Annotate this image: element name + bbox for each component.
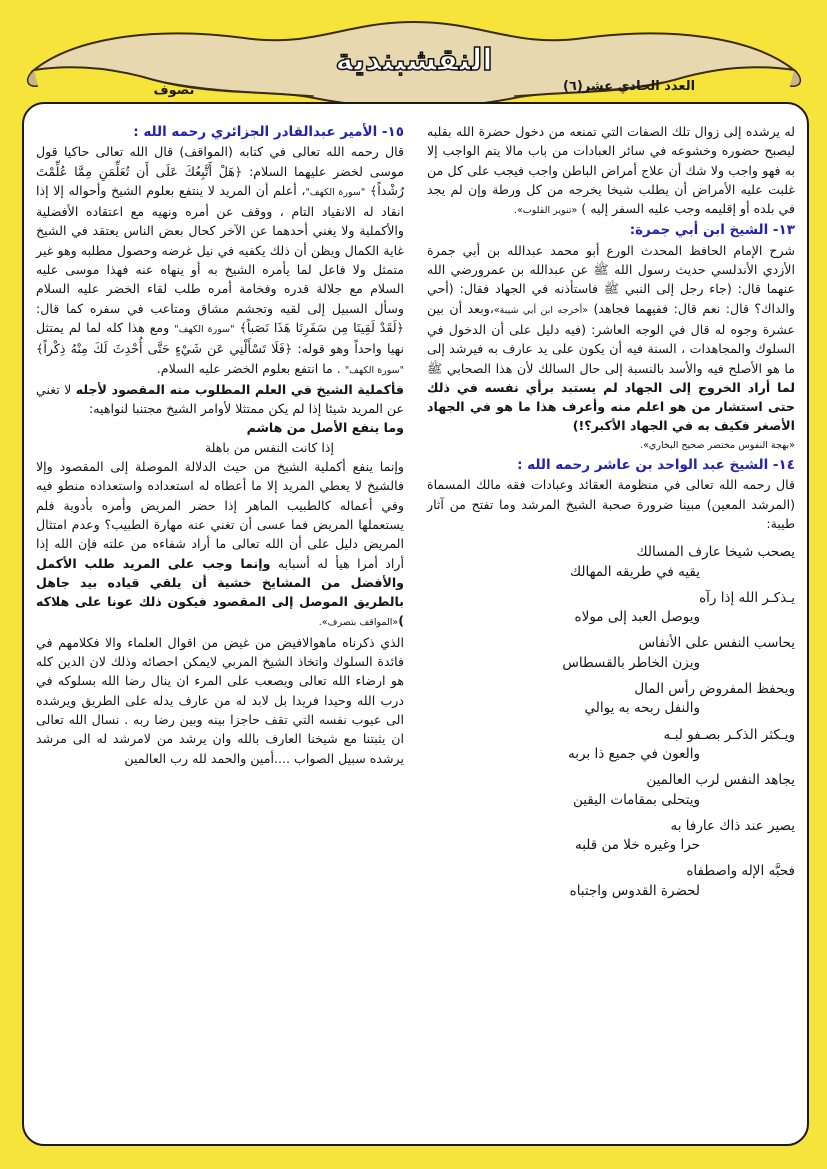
section-heading-15: ١٥- الأمير عبدالقادر الجزائري رحمه الله : [133, 124, 404, 140]
poem-verse: يصير عند ذاك عارفا به حرا وغيره خلا من قلبه [574, 817, 795, 854]
poem-verse: ويـكثر الذكـر بصـفو لبـه والعون في جميع ذا بربه [567, 726, 795, 762]
section-heading-13: ١٣- الشيخ ابن أبي جمرة: [629, 222, 795, 239]
poem-verse: ويحفظ المفروض رأس المال والنفل ربحه به يوالي [584, 681, 795, 717]
section-heading-14: ١٤- الشيخ عبد الواحد بن عاشر رحمه الله : [517, 457, 795, 474]
poem-verse: يحاسب النفس على الأنفاس ويزن الخاطر بالقسطاس [562, 635, 795, 671]
title-banner [14, 8, 814, 108]
paragraph: له يرشده إلى زوال تلك الصفات التي تمنعه من دخول حضرة الله بقلبه ليصبح حضوره وخشوعه في سائر العبادات من باب مالا يتم الواجب إلا به فهو واجب ولا شك أن علاج أمراض الباطن واجب فيجب على كل من غلبت عليه الأمراض أن يطلب شيخا يخرجه من كل ورطة وإن لم يجد في بلده أو إقليمه وجب عليه السفر إليه ) «تنوير القلوب». [427, 124, 795, 217]
paragraph: قال رحمه الله تعالى في كتابه (المواقف) قال الله تعالى حاكيا قول موسى لخضر عليهما السلام: ﴿هَلْ أَتَّبِعُكَ عَلَى أَن تُعَلِّمَنِ مِمَّا عُلِّمْتَ رُشْداً﴾ "سورة الكهف"، أعلم أن المريد لا ينتفع بعلوم الشيخ وأحواله إلا إذا انقاد له الانقياد التام ، ووقف عن أمره ونهيه مع اعتقاده الأفضلية والأكملية ولا يغني أحدهما عن الآخر كحال بعض الناس يعتقد في الشيخ غاية الكمال ويظن أن ذلك يكفيه في نيل غرضه وحصول مطلبه وهو غير متمثل ولا فاعل لما يأمره الشيخ به أو ينهاه عنه فهذا موسى عليه السلام مع جلالة قدره وفخامة أمره طلب لقاء الخضر عليه السلام وسأل السبيل إلى لقيه وتجشم مشاق ومتاعب في سفره كما قال: ﴿لَقَدْ لَقِينَا مِن سَفَرِنَا هَذَا نَصَباً﴾ "سورة الكهف" ومع هذا كله لما لم يمتثل نهيا واحداً وهو قوله: ﴿فَلَا تَسْأَلْنِي عَن شَيْءٍ حَتَّى أُحْدِثَ لَكَ مِنْهُ ذِكْراً﴾ "سورة الكهف" . ما انتفع بعلوم الخضر عليه السلام. [36, 144, 404, 376]
verse-line: إذا كانت النفس من باهلة [204, 439, 334, 455]
right-column [427, 122, 795, 1144]
poem-verse: يصحب شيخا عارف المسالك يقيه في طريقه المهالك [570, 544, 795, 580]
poem [427, 543, 795, 901]
poem-verse: فحبَّه الإله واصطفاه لحضرة القدوس واجتباه [569, 863, 795, 899]
verse-line: وما ينفع الأصل من هاشم [246, 420, 404, 436]
poem-verse: يـذكـر الله إذا رآه ويوصل العبد إلى مولاه [574, 589, 795, 626]
issue-number: العدد الحادي عشر(٦) [562, 79, 696, 94]
paragraph: وإنما ينفع أكملية الشيخ من حيث الدلالة الموصلة إلى المقصود وإلا فالشيخ لا يعطي المريد إلا ما أعطاه له استعداده واستعداده منطو فيه وفي أعماله كالطبيب الماهر إذا حضر المريض وأمره بأدوية فلم يستعملها المريض فما عسى أن تغني عنه مهارة الطبيب؟ وعدم امتثال المريض دليل على أن الله تعالى ما أراد شفاءه من علته فإن الله إذا أراد أمرا هيأ له أسبابه وإنما وجب على المريد طلب الأكمل والأفضل من المشايخ خشية أن يلقي قياده بيد جاهل بالطريق الموصل إلى المقصود فيكون ذلك عونا على هلاكه )«المواقف بتصرف». [36, 459, 404, 629]
paragraph: قال رحمه الله تعالى في منظومة العقائد وعبادات فقه مالك المسماة (المرشد المعين) مبينا ضرورة صحبة الشيخ المرشد وما تفتح من آثار طيبة: [427, 477, 795, 531]
paragraph: فأكملية الشيخ في العلم المطلوب منه المقصود لأجله لا تغني عن المريد شيئا إذا لم يكن ممتثلا لأوامر الشيخ مجتنبا لنواهيه: [36, 381, 404, 417]
paragraph: شرح الإمام الحافظ المحدث الورع أبو محمد عبدالله بن أبي جمرة الأزدي الأندلسي حديث رسول الله ﷺ عن عبدالله بن عمرورضي الله عنهما قال: (جاء رجل إلى النبي ﷺ فاستأذنه في الجهاد فقال: (أحي والداك؟ قال: نعم قال: ففيهما فجاهد) «أخرجه ابن أبي شيبة»،وبعد أن بين عشرة وجوه له قال في الوجه العاشر: (فيه دليل على أن الدخول في السلوك والمجاهدات ، السنة فيه أن يكون على يد عارف به فيرشد إلى ما هو الأصلح فيه والأسد بالنسبة إلى حال السالك لأن هذا الصحابي ﷺ لما أراد الخروج إلى الجهاد لم يستبد برأي نفسه في ذلك حتى استشار من هو اعلم منه وأعرف هذا ما هو في الجهاد الأصغر فكيف به في الجهاد الأكبر؟!) [427, 242, 795, 434]
source-citation: «بهجة النفوس مختصر صحيح البخاري». [640, 439, 795, 451]
magazine-title: النقشبندية [335, 43, 493, 78]
article-columns [24, 122, 807, 1144]
poem-verse: يجاهد النفس لرب العالمين ويتحلى بمقامات اليقين [572, 772, 795, 808]
section-name: تصوف [153, 83, 195, 98]
left-column [36, 122, 404, 1144]
paragraph: الذي ذكرناه ماهوالافيض من غيض من اقوال العلماء والا فكلامهم في فائدة السلوك واتخاذ الشيخ المربي لايمكن احصائه وذلك لان الدين كله هو ارضاء الله تعالى ويصعب على المرء ان ينال رضا الله بسلوكه في درب الله وحيدا فريدا بل لابد له من عارف يدله على الطريق ويرشده الى عيوب نفسه التي تقف حاجزا بينه وبين رضا ربه . نسال الله تعالى ان يثبتنا مع شيخنا العارف بالله وان يرشد من لامرشد له الى مرشد يرشده سبيل الصواب ....أمين والحمد لله رب العالمين [36, 634, 404, 766]
page-frame [22, 102, 809, 1146]
